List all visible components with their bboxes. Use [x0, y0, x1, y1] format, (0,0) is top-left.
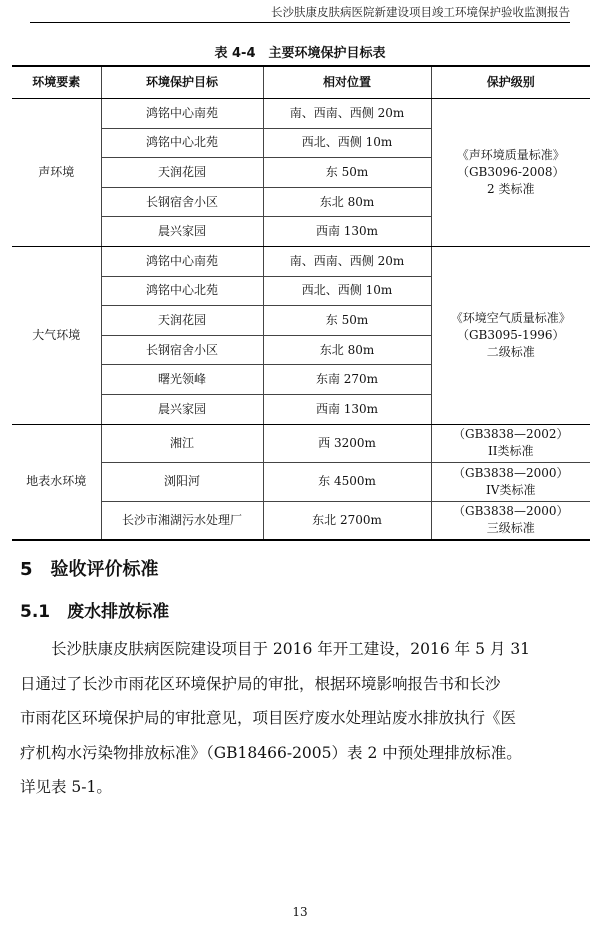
position-cell: 东 4500m [263, 463, 431, 502]
position-cell: 西南 130m [263, 394, 431, 424]
target-cell: 长钢宿舍小区 [101, 187, 263, 217]
level-line: 《声环境质量标准》 [456, 147, 565, 162]
level-cell [431, 246, 590, 424]
position-cell: 东南 270m [263, 365, 431, 395]
target-cell: 天润花园 [101, 306, 263, 336]
target-cell: 鸿铭中心南苑 [101, 99, 263, 129]
target-cell: 鸿铭中心北苑 [101, 276, 263, 306]
target-cell: 长沙市湘湖污水处理厂 [101, 501, 263, 540]
paragraph-line: 长沙肤康皮肤病医院建设项目于 2016 年开工建设，2016 年 5 月 31 [20, 640, 531, 658]
position-cell: 东北 2700m [263, 501, 431, 540]
element-cell: 大气环境 [12, 246, 101, 424]
table-row [12, 424, 590, 463]
level-line: （GB3838—2002） [453, 427, 569, 442]
table-title: 表 4-4 主要环境保护目标表 [214, 46, 386, 61]
level-line: （GB3838—2000） [453, 465, 569, 480]
level-line: 三级标准 [486, 521, 535, 536]
position-cell: 东北 80m [263, 335, 431, 365]
table-row [12, 99, 590, 129]
target-cell: 鸿铭中心南苑 [101, 246, 263, 276]
level-cell [431, 424, 590, 463]
element-cell: 声环境 [12, 99, 101, 247]
table-row [12, 246, 590, 276]
paragraph-line: 疗机构水污染物排放标准》（GB18466-2005）表 2 中预处理排放标准。 [20, 743, 522, 762]
level-line: 二级标准 [486, 344, 535, 359]
level-line: （GB3095-1996） [456, 327, 565, 342]
body-paragraph [20, 632, 580, 805]
position-cell: 西北、西侧 10m [263, 276, 431, 306]
paragraph-line: 详见表 5-1。 [20, 778, 112, 796]
position-cell: 西 3200m [263, 424, 431, 463]
paragraph-line: 日通过了长沙市雨花区环境保护局的审批，根据环境影响报告书和长沙 [20, 674, 501, 693]
target-cell: 浏阳河 [101, 463, 263, 502]
section-heading-5: 5 验收评价标准 [20, 559, 159, 580]
position-cell: 西北、西侧 10m [263, 128, 431, 158]
element-cell: 地表水环境 [12, 424, 101, 540]
table-header-row [12, 66, 590, 99]
level-line: II类标准 [488, 444, 534, 459]
level-line: 2 类标准 [487, 181, 535, 196]
level-cell [431, 99, 590, 247]
paragraph-line: 市雨花区环境保护局的审批意见，项目医疗废水处理站废水排放执行《医 [20, 709, 517, 727]
position-cell: 东 50m [263, 158, 431, 188]
level-line: 《环境空气质量标准》 [450, 310, 571, 325]
column-header: 保护级别 [431, 66, 590, 99]
page-number: 13 [292, 905, 308, 919]
level-line: IV类标准 [486, 482, 536, 497]
target-cell: 鸿铭中心北苑 [101, 128, 263, 158]
environment-protection-table [12, 65, 590, 541]
target-cell: 长钢宿舍小区 [101, 335, 263, 365]
target-cell: 湘江 [101, 424, 263, 463]
position-cell: 东 50m [263, 306, 431, 336]
column-header: 相对位置 [263, 66, 431, 99]
position-cell: 东北 80m [263, 187, 431, 217]
level-cell [431, 463, 590, 502]
column-header: 环境保护目标 [101, 66, 263, 99]
target-cell: 曙光领峰 [101, 365, 263, 395]
section-heading-5-1: 5.1 废水排放标准 [20, 602, 170, 622]
target-cell: 天润花园 [101, 158, 263, 188]
page-header: 长沙肤康皮肤病医院新建设项目竣工环境保护验收监测报告 [271, 5, 570, 19]
target-cell: 晨兴家园 [101, 217, 263, 247]
level-line: （GB3096-2008） [456, 164, 565, 179]
position-cell: 南、西南、西侧 20m [263, 99, 431, 129]
header-rule [30, 22, 570, 23]
position-cell: 南、西南、西侧 20m [263, 246, 431, 276]
level-cell [431, 501, 590, 540]
column-header: 环境要素 [12, 66, 101, 99]
level-line: （GB3838—2000） [453, 504, 569, 519]
target-cell: 晨兴家园 [101, 394, 263, 424]
position-cell: 西南 130m [263, 217, 431, 247]
